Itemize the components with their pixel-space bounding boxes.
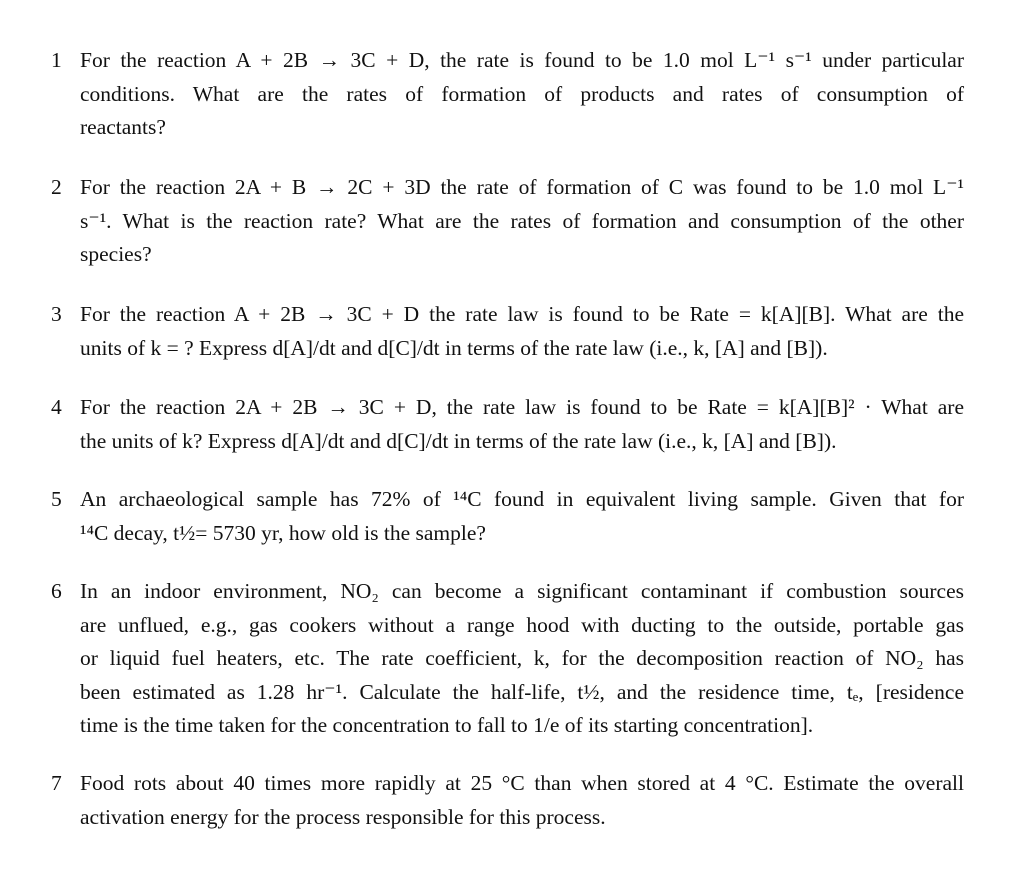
question-line: Food rots about 40 times more rapidly at 25 °C than when stored at 4 °C. Estimate the overall [80,771,964,795]
question-line: For the reaction A + 2B → 3C + D, the rate is found to be 1.0 mol L⁻¹ s⁻¹ under particular [80,48,964,72]
question-line: s⁻¹. What is the reaction rate? What are the rates of formation and consumption of the other [80,208,964,233]
question-line: are unflued, e.g., gas cookers without a range hood with ducting to the outside, portable gas [80,612,964,637]
question-line: ¹⁴C decay, t½= 5730 yr, how old is the sample? [80,520,486,545]
question-text [80,44,964,145]
question-number: 2 [51,175,62,199]
question-line: reactants? [80,115,166,139]
question-line: the units of k? Express d[A]/dt and d[C]/dt in terms of the rate law (i.e., k, [A] and [B]). [80,428,837,453]
question-line: For the reaction 2A + B → 2C + 3D the rate of formation of C was found to be 1.0 mol L⁻¹ [80,175,964,199]
question-line: In an indoor environment, NO₂ can become a significant contaminant if combustion sources [80,579,964,603]
question-number: 4 [51,395,62,419]
question-line: time is the time taken for the concentration to fall to 1/e of its starting concentration]. [80,713,814,737]
question-text [80,483,964,550]
question-line: activation energy for the process responsible for this process. [80,804,606,829]
question-line: conditions. What are the rates of formation of products and rates of consumption of [80,81,964,106]
question-text [80,767,964,834]
question-text [80,171,964,272]
question-number: 7 [51,771,62,795]
question-line: been estimated as 1.28 hr⁻¹. Calculate the half-life, t½, and the residence time, tₑ, [residence [80,679,964,704]
question-number: 3 [51,302,62,326]
question-text [80,575,964,743]
question-number: 5 [51,487,62,511]
question-text [80,391,964,458]
question-text [80,298,964,365]
question-line: An archaeological sample has 72% of ¹⁴C found in equivalent living sample. Given that for [80,487,964,511]
question-number: 6 [51,579,62,603]
question-line: For the reaction 2A + 2B → 3C + D, the rate law is found to be Rate = k[A][B]² · What are [80,395,964,419]
question-line: units of k = ? Express d[A]/dt and d[C]/dt in terms of the rate law (i.e., k, [A] and [B]). [80,335,828,360]
question-number: 1 [51,48,62,72]
question-line: For the reaction A + 2B → 3C + D the rate law is found to be Rate = k[A][B]. What are the [80,302,964,326]
question-line: or liquid fuel heaters, etc. The rate coefficient, k, for the decomposition reaction of NO₂ has [80,646,964,670]
question-line: species? [80,242,152,266]
